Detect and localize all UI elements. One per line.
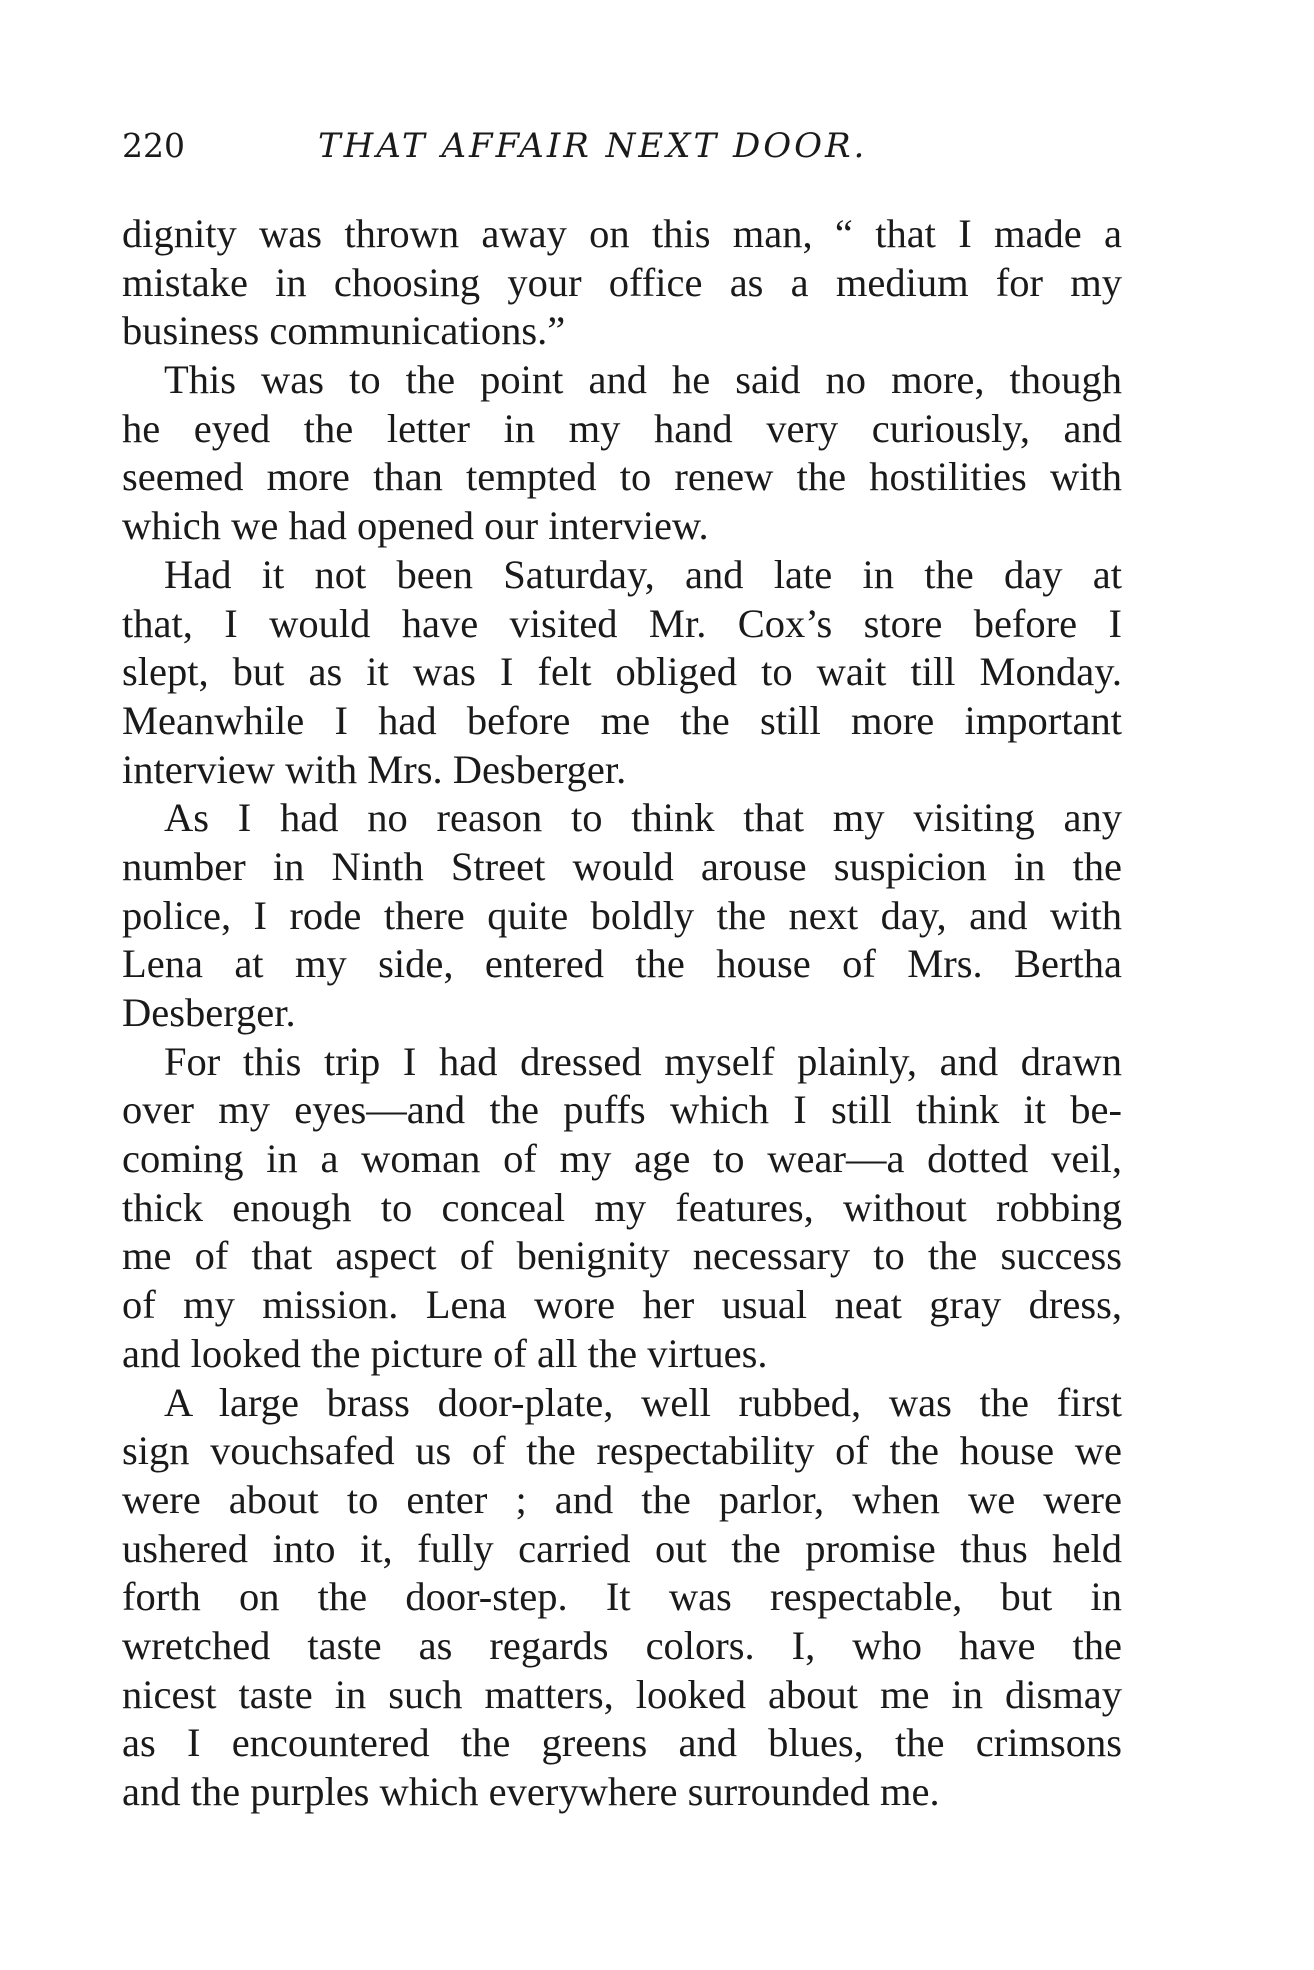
text-line: mistake in choosing your office as a medium for my	[122, 259, 1122, 305]
text-line: thick enough to conceal my features, without robbing	[122, 1184, 1122, 1230]
text-line: were about to enter ; and the parlor, when we were	[122, 1476, 1122, 1522]
paragraph	[122, 356, 1122, 551]
paragraph	[122, 1038, 1122, 1379]
text-line: For this trip I had dressed myself plainly, and drawn	[164, 1038, 1122, 1084]
text-line: over my eyes—and the puffs which I still think it be-	[122, 1087, 1122, 1133]
text-line: Had it not been Saturday, and late in the day at	[164, 551, 1122, 597]
page-number: 220	[122, 126, 185, 165]
text-line: coming in a woman of my age to wear—a dotted veil,	[122, 1136, 1122, 1182]
body-text	[122, 210, 1122, 1850]
text-line: Desberger.	[122, 990, 296, 1035]
text-line: he eyed the letter in my hand very curiously, and	[122, 405, 1122, 451]
text-line: slept, but as it was I felt obliged to wait till Monday.	[122, 649, 1122, 695]
text-line: Lena at my side, entered the house of Mrs. Bertha	[122, 941, 1122, 987]
text-line: A large brass door-plate, well rubbed, was the first	[164, 1379, 1122, 1425]
text-line: number in Ninth Street would arouse suspicion in the	[122, 843, 1122, 889]
text-line: dignity was thrown away on this man, “ that I made a	[122, 211, 1122, 256]
text-line: police, I rode there quite boldly the next day, and with	[122, 892, 1122, 938]
text-line: This was to the point and he said no more, though	[164, 357, 1122, 403]
running-title: THAT AFFAIR NEXT DOOR.	[318, 126, 868, 166]
text-line: of my mission. Lena wore her usual neat gray dress,	[122, 1282, 1122, 1328]
text-line: nicest taste in such matters, looked about me in dismay	[122, 1671, 1122, 1717]
paragraph	[122, 794, 1122, 1037]
text-line: and the purples which everywhere surrounded me.	[122, 1769, 940, 1814]
paragraph	[122, 210, 1122, 356]
text-line: business communications.”	[122, 308, 566, 354]
text-line: seemed more than tempted to renew the hostilities with	[122, 454, 1122, 500]
text-line: interview with Mrs. Desberger.	[122, 746, 627, 792]
text-line: that, I would have visited Mr. Cox’s store before I	[122, 600, 1122, 646]
text-line: me of that aspect of benignity necessary to the success	[122, 1233, 1122, 1279]
paragraph	[122, 551, 1122, 794]
text-line: as I encountered the greens and blues, the crimsons	[122, 1720, 1122, 1766]
text-line: sign vouchsafed us of the respectability of the house we	[122, 1428, 1122, 1474]
text-line: Meanwhile I had before me the still more important	[122, 697, 1122, 743]
text-line: As I had no reason to think that my visiting any	[164, 795, 1122, 841]
text-line: which we had opened our interview.	[122, 503, 709, 549]
text-line: wretched taste as regards colors. I, who have the	[122, 1622, 1122, 1668]
text-line: ushered into it, fully carried out the promise thus held	[122, 1525, 1122, 1571]
text-line: and looked the picture of all the virtues.	[122, 1330, 768, 1376]
paragraph	[122, 1379, 1122, 1817]
page-header	[122, 126, 1122, 176]
text-line: forth on the door-step. It was respectable, but in	[122, 1574, 1122, 1620]
